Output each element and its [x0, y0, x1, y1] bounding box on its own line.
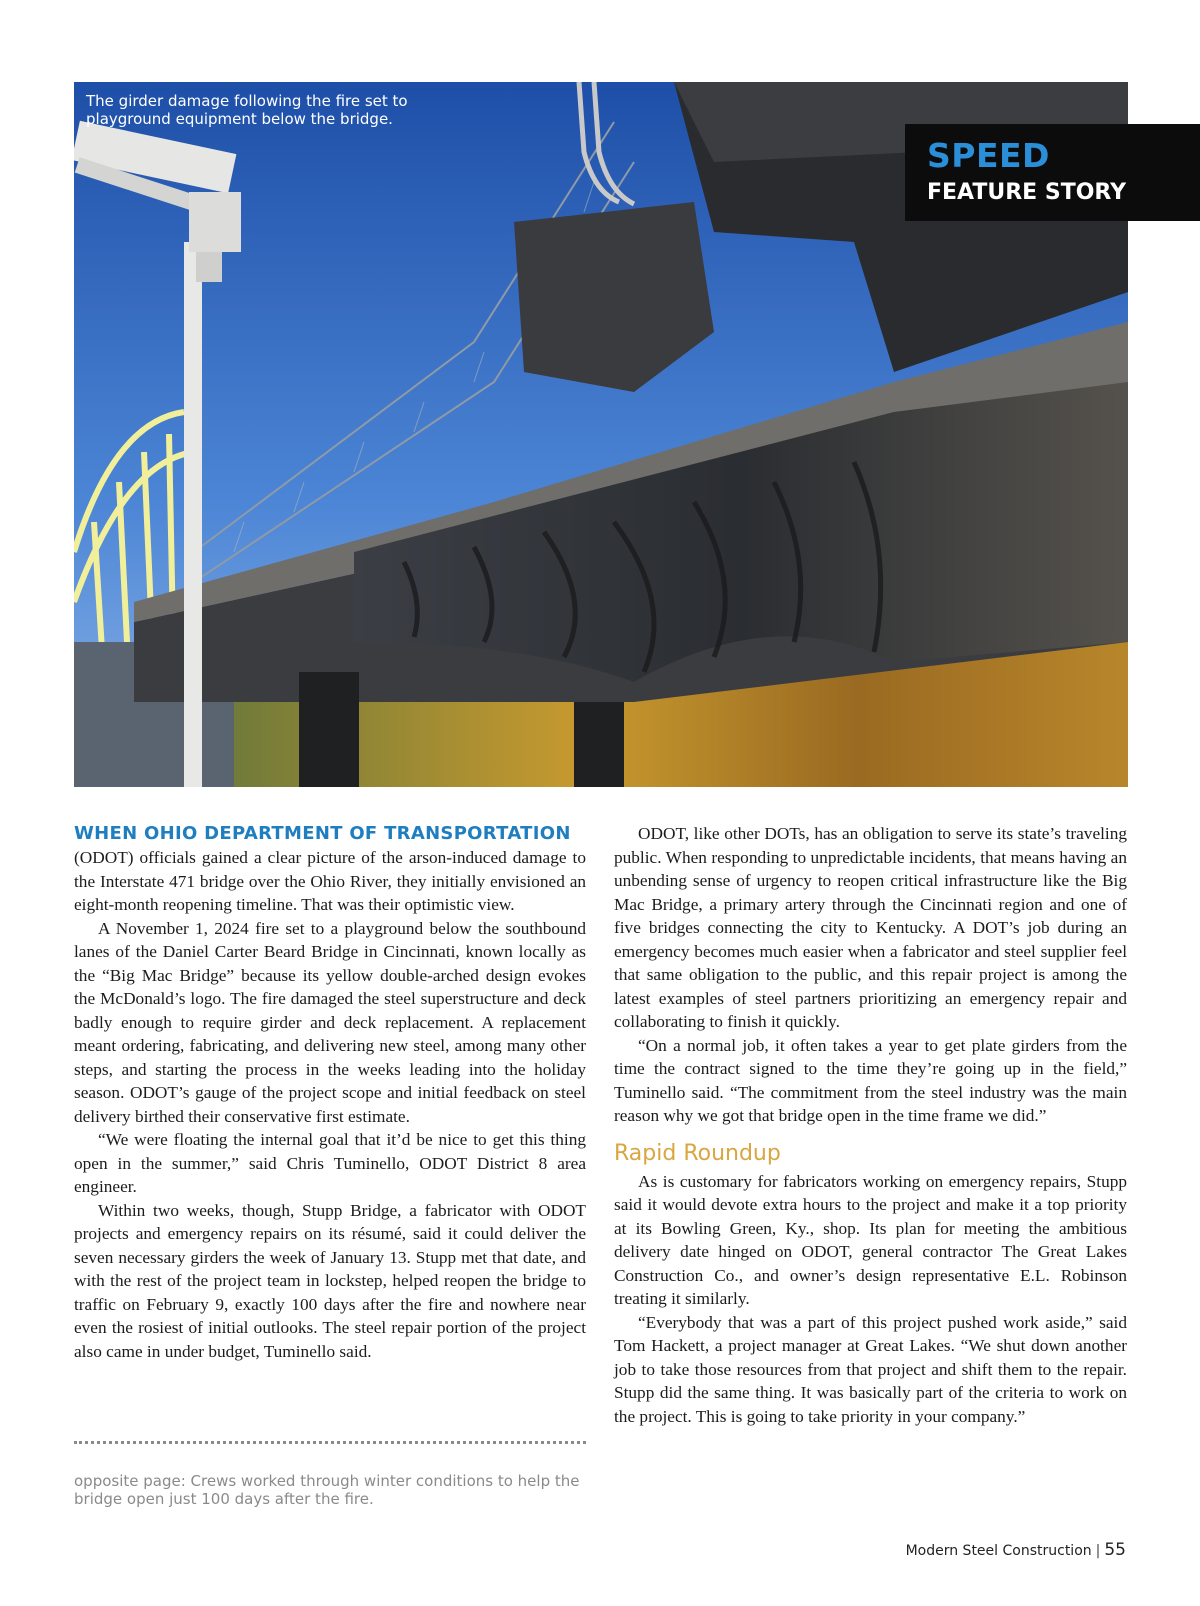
section-tag-title: SPEED	[927, 136, 1050, 175]
opposite-page-caption: opposite page: Crews worked through winter conditions to help the bridge open just 100 days after the fire.	[74, 1472, 580, 1508]
publication-name: Modern Steel Construction	[905, 1543, 1092, 1559]
paragraph: (ODOT) officials gained a clear picture of the arson-induced damage to the Interstate 471 bridge over the Ohio River, they initially envisioned an eight-month reopening timeline. That was their optimistic view.	[74, 848, 586, 914]
caption-divider	[74, 1441, 586, 1444]
paragraph: “Everybody that was a part of this project pushed work aside,” said Tom Hackett, a project manager at Great Lakes. “We shut down another job to take those resources from that project and shift them to the repair. Stupp did the same thing. It was basically part of the criteria to work on the project. This is going to take priority in your company.”	[614, 1312, 1127, 1426]
section-tag	[905, 124, 1200, 221]
paragraph: Within two weeks, though, Stupp Bridge, a fabricator with ODOT projects and emergency repairs on its résumé, said it could deliver the seven necessary girders the week of January 13. Stupp met that date, and with the rest of the project team in lockstep, helped reopen the bridge to traffic on February 9, exactly 100 days after the fire and nowhere near even the rosiest of initial outlooks. The steel repair portion of the project also came in under budget, Tuminello said.	[74, 1200, 586, 1361]
article-column-left	[74, 822, 586, 1363]
paragraph: As is customary for fabricators working on emergency repairs, Stupp said it would devote extra hours to the project and make it a top priority at its Bowling Green, Ky., shop. Its plan for meeting the ambitious delivery date hinged on ODOT, general contractor The Great Lakes Construction Co., and owner’s design representative E.L. Robinson treating it similarly.	[614, 1171, 1127, 1308]
paragraph: A November 1, 2024 fire set to a playground below the southbound lanes of the Daniel Carter Beard Bridge in Cincinnati, known locally as the “Big Mac Bridge” because its yellow double-arched design evokes the McDonald’s logo. The fire damaged the steel superstructure and deck badly enough to require girder and deck replacement. A replacement meant ordering, fabricating, and delivering new steel, among many other steps, and starting the process in the weeks leading into the holiday season. ODOT’s gauge of the project scope and initial feedback on steel delivery birthed their conservative first estimate.	[74, 918, 586, 1126]
page-number: 55	[1104, 1540, 1126, 1560]
paragraph: “We were floating the internal goal that it’d be nice to get this thing open in the summer,” said Chris Tuminello, ODOT District 8 area engineer.	[74, 1130, 586, 1196]
section-tag-subtitle: FEATURE STORY	[927, 180, 1127, 205]
paragraph: “On a normal job, it often takes a year to get plate girders from the time the contract signed to the time they’re going up in the field,” Tuminello said. “The commitment from the steel industry was the main reason why we got that bridge open in the time frame we did.”	[614, 1035, 1127, 1125]
page-footer	[906, 1540, 1126, 1560]
paragraph: ODOT, like other DOTs, has an obligation to serve its state’s traveling public. When responding to unpredictable incidents, that means having an unbending sense of urgency to reopen critical infrastructure like the Big Mac Bridge, a primary artery through the Cincinnati region and one of five bridges connecting the city to Kentucky. A DOT’s job during an emergency becomes much easier when a fabricator and steel supplier feel that same obligation to the public, and this repair project is among the latest examples of steel partners prioritizing an emergency repair and collaborating to finish it quickly.	[614, 824, 1127, 1031]
footer-separator: |	[1095, 1543, 1101, 1559]
subhead: Rapid Roundup	[614, 1140, 781, 1166]
article-column-right	[614, 822, 1127, 1428]
photo-caption: The girder damage following the fire set to playground equipment below the bridge.	[86, 92, 408, 128]
lede-head: WHEN OHIO DEPARTMENT OF TRANSPORTATION	[74, 823, 571, 844]
